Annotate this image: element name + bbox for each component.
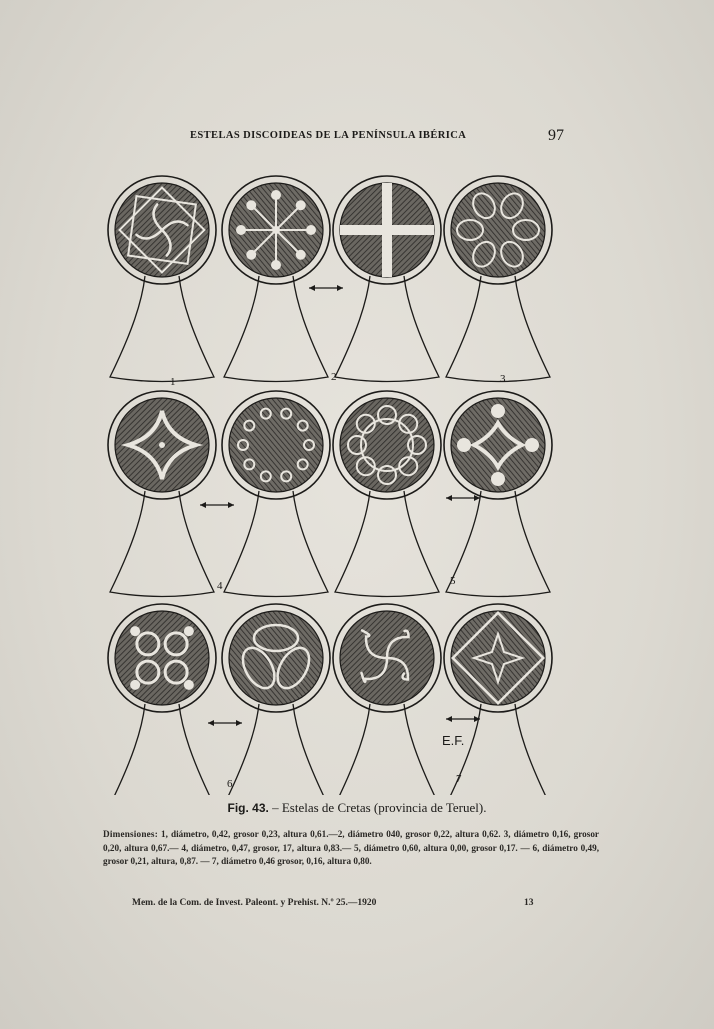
- figure-number: 7: [456, 773, 462, 785]
- sheet-number: 13: [524, 898, 534, 908]
- motif-dot: [296, 200, 306, 210]
- stele-shaft: [446, 276, 550, 382]
- motif-dot: [236, 225, 246, 235]
- stele-shaft: [110, 491, 214, 597]
- stele-loop-ring: [333, 391, 441, 597]
- stele-square-knot: [108, 176, 216, 382]
- figure-label: Fig. 43.: [227, 801, 269, 815]
- figure-caption: [0, 800, 714, 816]
- stele-face: [115, 611, 209, 705]
- figure-number: 5: [450, 575, 456, 587]
- page-footer: [0, 898, 714, 912]
- motif-dot: [271, 260, 281, 270]
- dimensions-label: Dimensiones:: [103, 829, 158, 839]
- stele-shaft: [446, 491, 550, 597]
- motif-knob: [184, 680, 194, 690]
- stele-lozenge-lobes: [444, 391, 552, 597]
- motif-dot: [306, 225, 316, 235]
- dimensions-paragraph: [103, 828, 599, 869]
- motif-lobe: [457, 438, 471, 452]
- stele-shaft: [224, 491, 328, 597]
- motif-dot: [271, 190, 281, 200]
- figure-number: 6: [227, 778, 233, 790]
- motif-knob: [130, 680, 140, 690]
- stele-shaft: [224, 704, 328, 795]
- stele-shaft: [446, 704, 550, 795]
- stele-petals: [444, 176, 552, 382]
- stelae-figure: [90, 170, 590, 795]
- stele-shaft: [110, 704, 214, 795]
- engraver-signature: E.F.: [442, 733, 465, 748]
- stele-face: [451, 183, 545, 277]
- motif-knob: [130, 626, 140, 636]
- stele-shaft: [335, 491, 439, 597]
- stele-cross: [333, 176, 441, 382]
- figure-number: 2: [331, 371, 337, 383]
- page-number: 97: [548, 127, 564, 144]
- motif-hub: [272, 226, 280, 234]
- stele-lozenge-cross: [444, 604, 552, 795]
- motif-lobe: [525, 438, 539, 452]
- motif-dot: [246, 250, 256, 260]
- motif-dot: [246, 200, 256, 210]
- stele-scroll: [333, 604, 441, 795]
- motif-lobe: [491, 472, 505, 486]
- figure-number: 1: [170, 376, 176, 388]
- motif-center: [159, 442, 165, 448]
- stele-rosette: [222, 176, 330, 382]
- stele-triquetra: [222, 604, 330, 795]
- stele-shaft: [110, 276, 214, 382]
- dimensions-text: 1, diámetro, 0,42, grosor 0,23, altura 0,61.—2, diámetro 040, grosor 0,22, altura 0,62. 3, diámetro 0,16, grosor 0,20, altura 0,67.— 4, diámetro, 0,47, grosor, 17, altura 0,83.— 5, diámetro 0,60, altura 0,00, grosor 0,17. — 6, diámetro 0,49, grosor 0,21, altura, 0,87. — 7, diámetro 0,46 grosor, 0,16, altura 0,80.: [103, 829, 599, 866]
- pairing-arrow: [446, 716, 480, 722]
- running-title: ESTELAS DISCOIDEAS DE LA PENÍNSULA IBÉRICA: [190, 130, 467, 141]
- pairing-arrow: [446, 495, 480, 501]
- pairing-arrow: [208, 720, 242, 726]
- figure-number: 3: [500, 373, 506, 385]
- stele-shaft: [335, 704, 439, 795]
- pairing-arrow: [309, 285, 343, 291]
- stele-star-quatrefoil: [108, 391, 216, 597]
- pairing-arrow: [200, 502, 234, 508]
- motif-knob: [184, 626, 194, 636]
- stele-shaft: [335, 276, 439, 382]
- motif-dot: [296, 250, 306, 260]
- stele-loops: [222, 391, 330, 597]
- figure-caption-text: – Estelas de Cretas (provincia de Teruel).: [268, 800, 487, 815]
- motif-lobe: [491, 404, 505, 418]
- stele-face: [229, 398, 323, 492]
- stele-face: [340, 398, 434, 492]
- motif-cross-horizontal: [340, 225, 434, 235]
- stele-shaft: [224, 276, 328, 382]
- page-header: [0, 127, 714, 147]
- stele-ring-cross: [108, 604, 216, 795]
- journal-reference: Mem. de la Com. de Invest. Paleont. y Prehist. N.º 25.—1920: [132, 898, 377, 908]
- figure-number: 4: [217, 580, 223, 592]
- stele-face: [451, 611, 545, 705]
